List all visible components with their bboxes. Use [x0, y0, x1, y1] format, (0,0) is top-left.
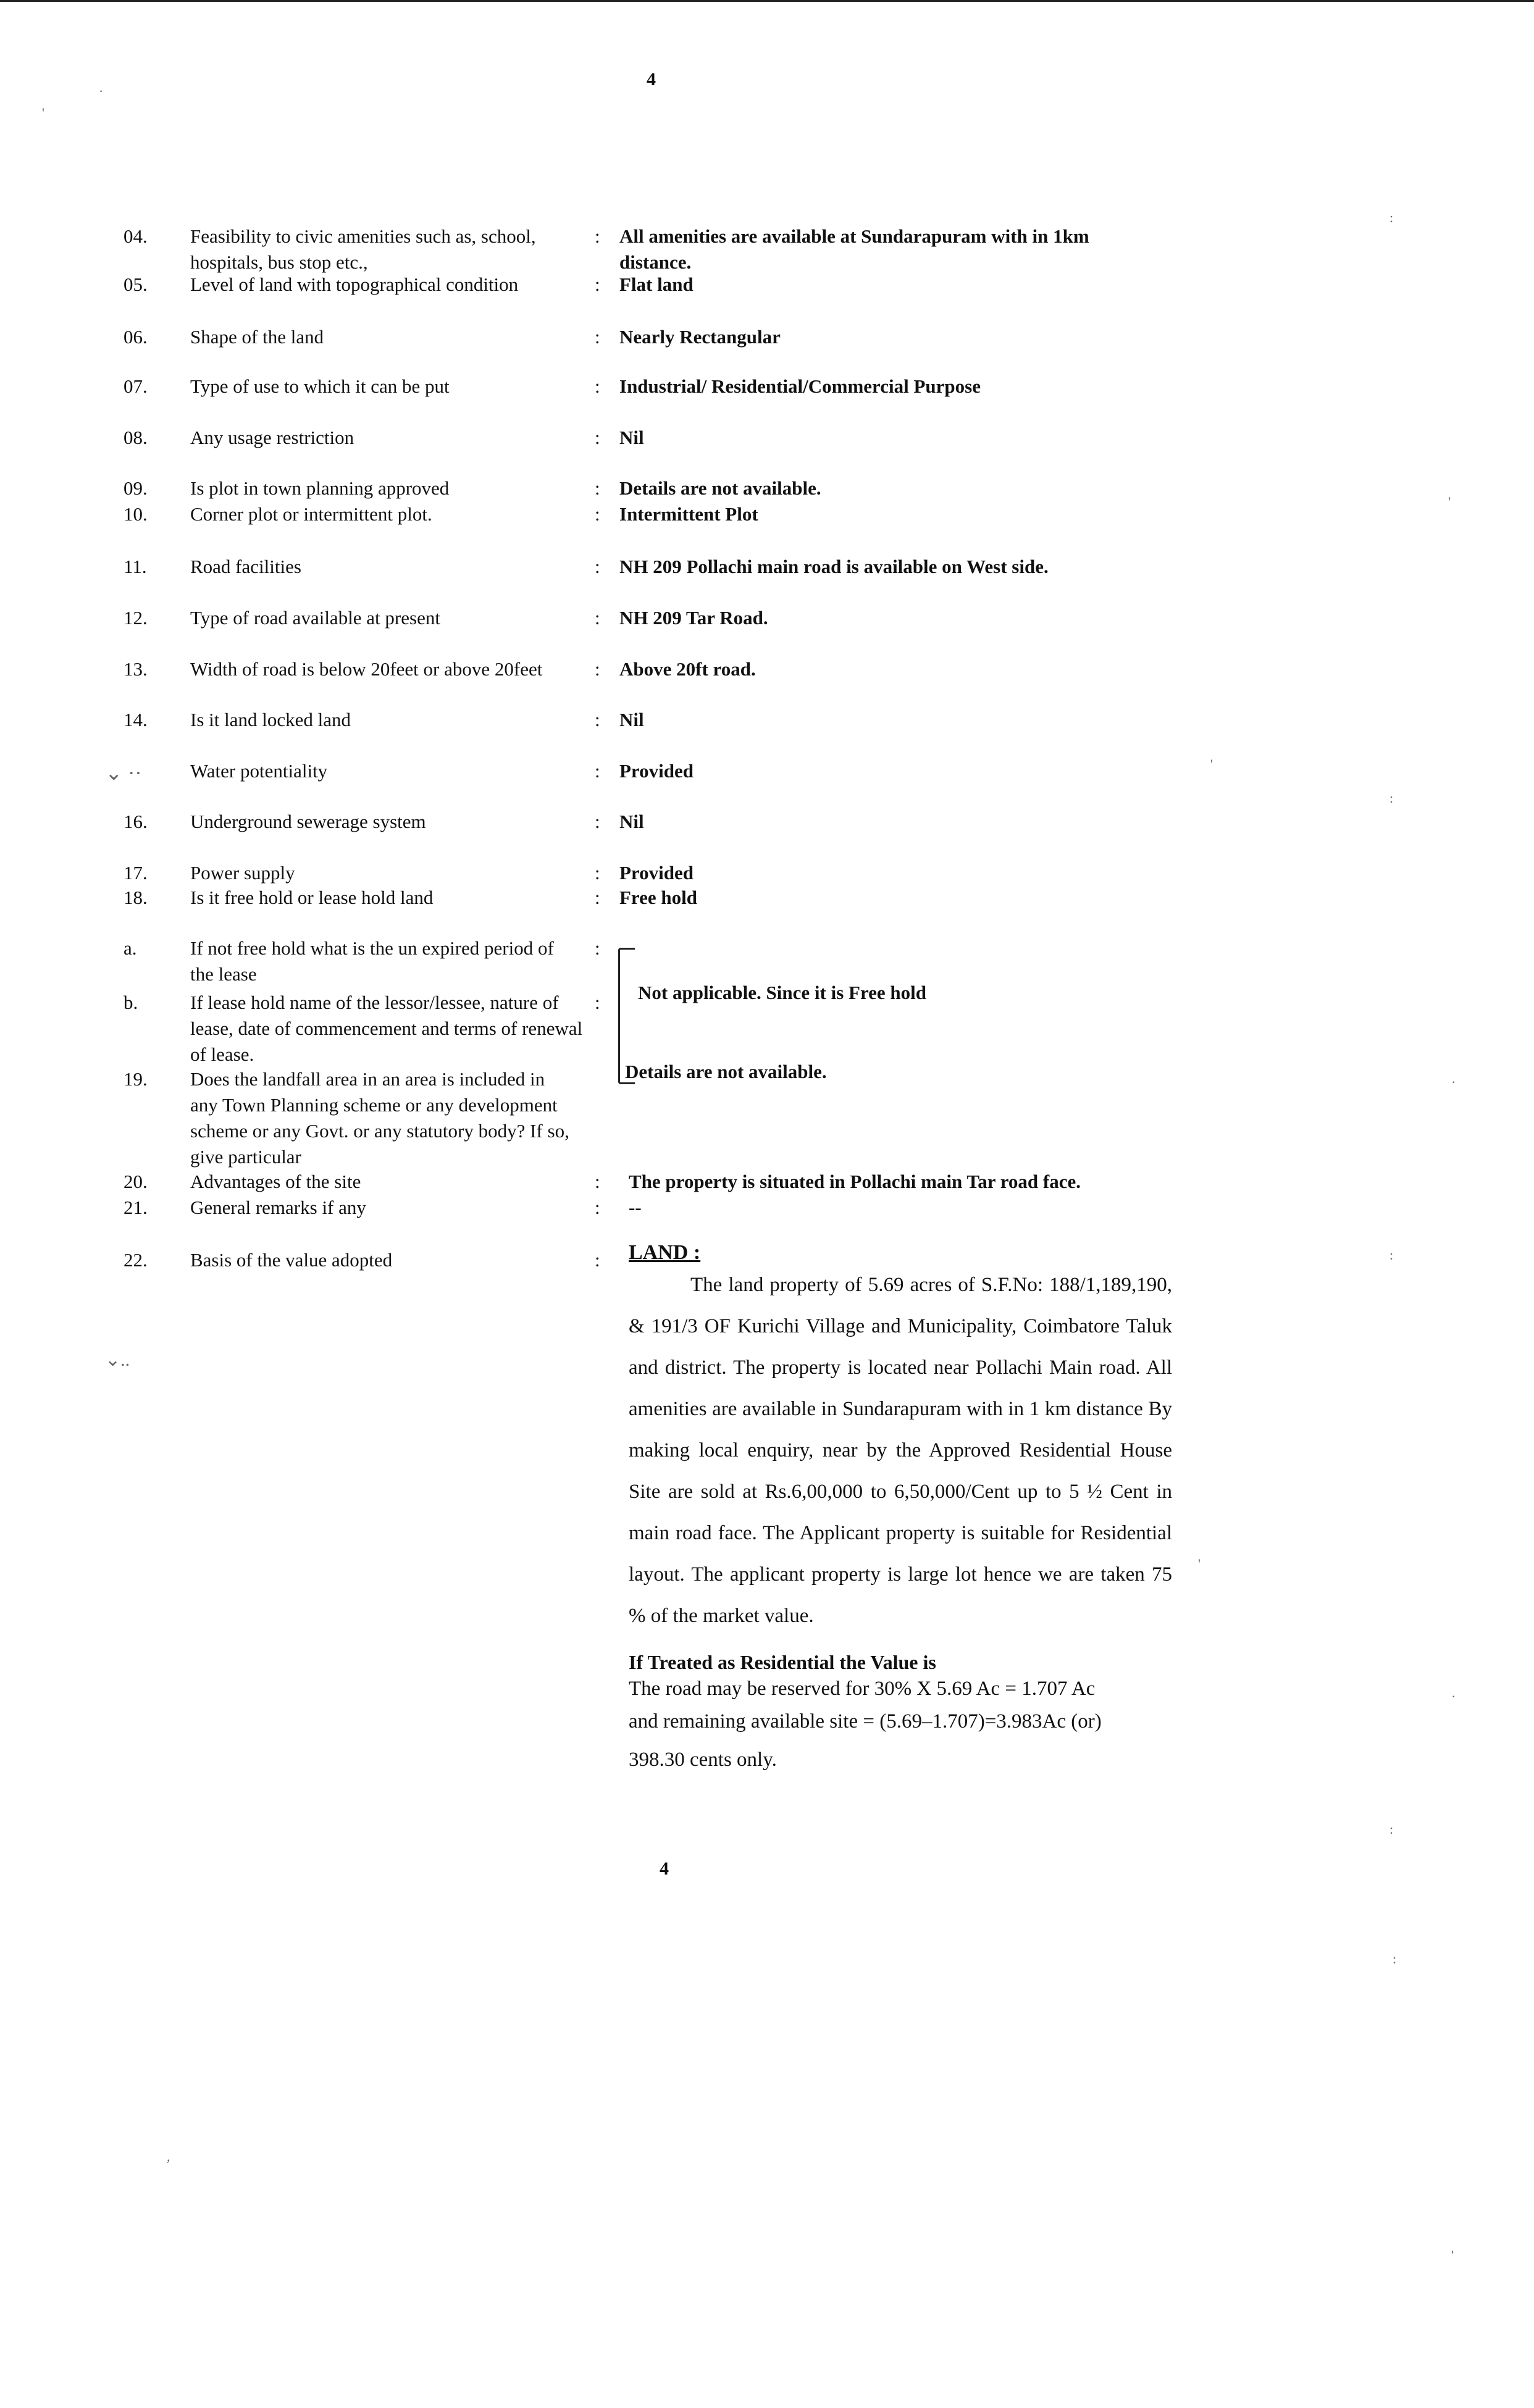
row-number: 11. — [124, 556, 147, 577]
scan-speck: · — [99, 83, 104, 99]
row-number: b. — [124, 992, 138, 1013]
row-value: Details are not available. — [619, 477, 821, 499]
row-colon: : — [595, 1171, 600, 1192]
row-label: Advantages of the site — [190, 1171, 361, 1192]
row-number: 09. — [124, 477, 148, 499]
row-number: 19. — [124, 1068, 148, 1090]
row-colon: : — [595, 862, 600, 884]
row-label: Type of road available at present — [190, 607, 440, 629]
row-label: If lease hold name of the lessor/lessee, nature of lease, date of commencement and terms of renewal of lease. — [190, 992, 583, 1065]
row-value: Industrial/ Residential/Commercial Purpose — [619, 375, 981, 397]
row-label: Is it land locked land — [190, 709, 351, 730]
row-value: Nearly Rectangular — [619, 326, 781, 348]
row-colon: : — [595, 427, 600, 448]
road-reservation-line: The road may be reserved for 30% X 5.69 Ac = 1.707 Ac — [629, 1678, 1096, 1700]
hand-tick-mark: ⌄ ·· — [105, 762, 142, 785]
row-colon: : — [595, 503, 600, 525]
remaining-site-line: and remaining available site = (5.69–1.707)=3.983Ac (or) — [629, 1710, 1102, 1733]
row-colon: : — [595, 556, 600, 577]
scan-speck: ⌄.. — [105, 1350, 130, 1370]
row-number: 08. — [124, 427, 148, 448]
row-colon: : — [595, 274, 600, 295]
row-value: The property is situated in Pollachi main Tar road face. — [629, 1171, 1081, 1192]
row-value: NH 209 Tar Road. — [619, 607, 768, 629]
row-number: 22. — [124, 1249, 148, 1271]
row-label: Width of road is below 20feet or above 20feet — [190, 658, 543, 680]
form-row — [0, 224, 1534, 273]
scan-speck: : — [1393, 1951, 1397, 1967]
row-colon: : — [595, 225, 600, 247]
row-value: Flat land — [619, 274, 694, 295]
row-value: Provided — [619, 760, 694, 782]
cents-total-line: 398.30 cents only. — [629, 1749, 777, 1771]
row-label: Power supply — [190, 862, 295, 884]
row-number: 07. — [124, 375, 148, 397]
scan-speck: , — [167, 2149, 170, 2164]
row-number: 12. — [124, 607, 148, 629]
row-number: 20. — [124, 1171, 148, 1192]
row-colon: : — [595, 709, 600, 730]
row-label: Level of land with topographical condition — [190, 274, 519, 295]
row-label: Water potentiality — [190, 760, 328, 782]
row-number: 10. — [124, 503, 148, 525]
row-label: Does the landfall area in an area is included in any Town Planning scheme or any development scheme or any Govt. or any statutory body? If so, give particular — [190, 1068, 569, 1168]
scan-speck: · — [1451, 1074, 1456, 1090]
scan-speck: ' — [1210, 756, 1213, 772]
row-value: Nil — [619, 427, 644, 448]
row-label: Any usage restriction — [190, 427, 354, 448]
row-colon: : — [595, 887, 600, 908]
row-number: a. — [124, 937, 137, 959]
row-colon: : — [595, 992, 600, 1013]
row-label: Feasibility to civic amenities such as, school, hospitals, bus stop etc., — [190, 225, 536, 273]
row-label: Road facilities — [190, 556, 301, 577]
row-value: -- — [629, 1197, 642, 1218]
row-number: 17. — [124, 862, 148, 884]
row-label: Type of use to which it can be put — [190, 375, 450, 397]
row-number: 18. — [124, 887, 148, 908]
scan-speck: : — [1389, 1247, 1394, 1263]
top-border-line — [0, 0, 1534, 2]
scan-speck: : — [1389, 210, 1394, 225]
row-label: Is plot in town planning approved — [190, 477, 450, 499]
row-colon: : — [595, 937, 600, 959]
not-applicable-note: Not applicable. Since it is Free hold — [638, 982, 927, 1003]
row-colon: : — [595, 658, 600, 680]
row-colon: : — [595, 326, 600, 348]
row-number: 21. — [124, 1197, 148, 1218]
scan-speck: : — [1389, 790, 1394, 806]
row-value: All amenities are available at Sundarapuram with in 1km distance. — [619, 225, 1089, 273]
row-number: 05. — [124, 274, 148, 295]
row-number: 16. — [124, 811, 148, 832]
row-colon: : — [595, 760, 600, 782]
land-valuation-section — [629, 1241, 1172, 1779]
row-value: Nil — [619, 811, 644, 832]
page-number-top: 4 — [647, 69, 656, 90]
scan-speck: ' — [42, 105, 44, 120]
row-number: 04. — [124, 225, 148, 247]
row-number: 14. — [124, 709, 148, 730]
land-heading: LAND : — [629, 1241, 701, 1264]
row-colon: : — [595, 607, 600, 629]
row-value: Intermittent Plot — [619, 503, 758, 525]
row-number: 13. — [124, 658, 148, 680]
row-label: Is it free hold or lease hold land — [190, 887, 434, 908]
row-colon: : — [595, 477, 600, 499]
scan-speck: ' — [1451, 2247, 1454, 2263]
row-label: General remarks if any — [190, 1197, 366, 1218]
scan-speck: · — [1451, 1689, 1456, 1704]
row-colon: : — [595, 1249, 600, 1271]
row-number: 06. — [124, 326, 148, 348]
row-colon: : — [595, 375, 600, 397]
row-value: Free hold — [619, 887, 697, 908]
scan-speck: ' — [1198, 1556, 1201, 1571]
land-description: The land property of 5.69 acres of S.F.No: 188/1,189,190, & 191/3 OF Kurichi Village and Municipality, Coimbatore Taluk and district. The property is located near Pollachi Main road. All amenities are available in Sundarapuram with in 1 km distance By making local enquiry, near by the Approved Residential House Site are sold at Rs.6,00,000 to 6,50,000/Cent up to 5 ½ Cent in main road face. The Applicant property is suitable for Residential layout. The applicant property is large lot hence we are taken 75 % of the market value. — [629, 1274, 1172, 1627]
row-value: Provided — [619, 862, 694, 884]
row-label: Corner plot or intermittent plot. — [190, 503, 432, 525]
page-number-bottom: 4 — [660, 1858, 669, 1879]
scan-speck: ' — [1448, 494, 1451, 509]
details-not-available-note: Details are not available. — [625, 1061, 827, 1082]
residential-value-heading: If Treated as Residential the Value is — [629, 1651, 936, 1673]
scan-speck: : — [1389, 1821, 1394, 1837]
row-colon: : — [595, 1197, 600, 1218]
row-value: NH 209 Pollachi main road is available on West side. — [619, 556, 1049, 577]
row-value: Above 20ft road. — [619, 658, 756, 680]
row-label: Shape of the land — [190, 326, 324, 348]
row-label: If not free hold what is the un expired period of the lease — [190, 937, 554, 985]
row-label: Underground sewerage system — [190, 811, 426, 832]
row-colon: : — [595, 811, 600, 832]
row-value: Nil — [619, 709, 644, 730]
row-label: Basis of the value adopted — [190, 1249, 393, 1271]
